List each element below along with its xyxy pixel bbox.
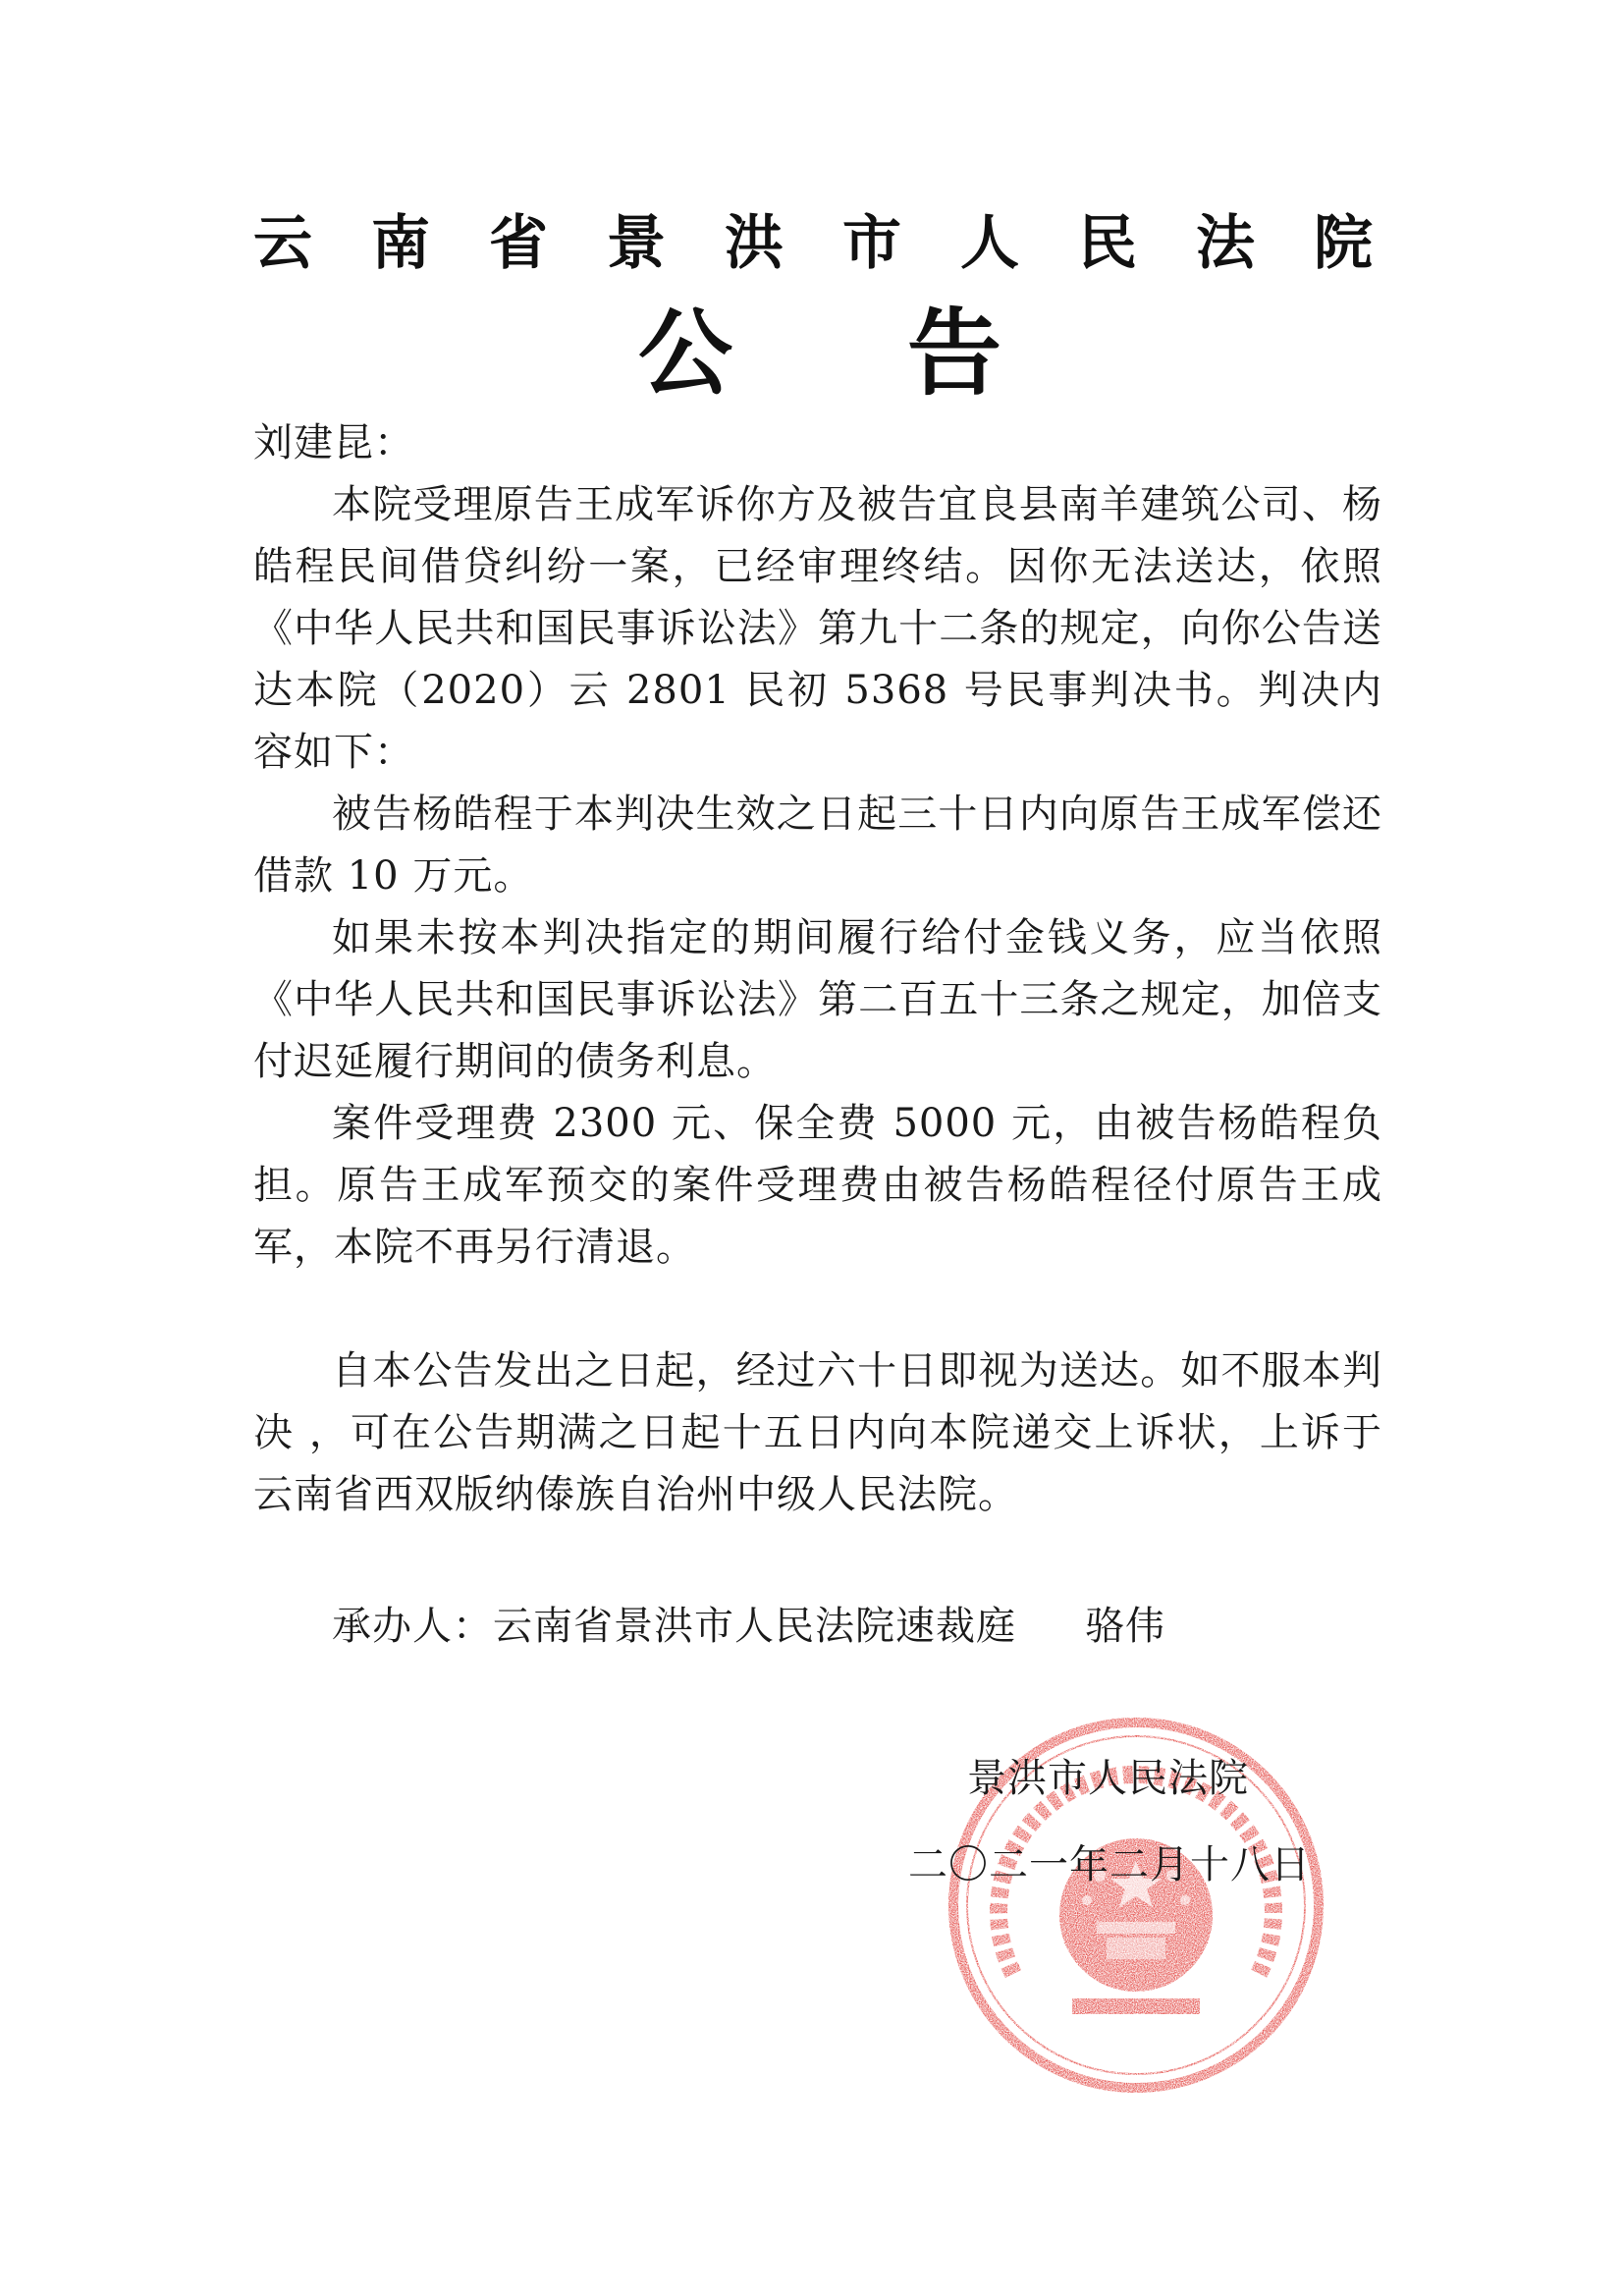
court-name-char: 云 [253, 209, 312, 278]
case-handler-line [332, 1596, 1165, 1658]
notice-paragraph-fees: 案件受理费 2300 元、保全费 5000 元，由被告杨皓程负担。原告王成军预交的案件受理费由被告杨皓程径付原告王成军，本院不再另行清退。 [253, 1101, 1382, 1270]
document-title-char: 告 [907, 299, 1001, 409]
case-handler-label: 承办人：云南省景洪市人民法院速裁庭 [332, 1604, 1016, 1649]
court-name-char: 省 [489, 209, 548, 278]
document-title [638, 300, 1001, 408]
notice-paragraph-acceptance: 本院受理原告王成军诉你方及被告宜良县南羊建筑公司、杨皓程民间借贷纠纷一案，已经审理终结。因你无法送达，依照《中华人民共和国民事诉讼法》第九十二条的规定，向你公告送达本院（2020）云 2801 民初 5368 号民事判决书。判决内容如下： [253, 482, 1382, 775]
case-handler-name: 骆伟 [1085, 1604, 1165, 1649]
signing-date: 二〇二一年二月十八日 [908, 1842, 1311, 1887]
document-title-char: 公 [638, 299, 732, 409]
notice-body [253, 412, 1382, 1526]
court-name-char: 法 [1196, 209, 1255, 278]
court-name-char: 洪 [725, 209, 784, 278]
court-name-char: 市 [842, 209, 901, 278]
signing-court: 景洪市人民法院 [967, 1756, 1249, 1801]
addressee: 刘建昆： [253, 420, 414, 465]
court-name-char: 南 [371, 209, 430, 278]
notice-paragraph-judgment: 被告杨皓程于本判决生效之日起三十日内向原告王成军偿还借款 10 万元。 [253, 792, 1382, 899]
notice-paragraph-interest: 如果未按本判决指定的期间履行给付金钱义务，应当依照《中华人民共和国民事诉讼法》第二百五十三条之规定，加倍支付迟延履行期间的债务利息。 [253, 915, 1382, 1084]
court-name-char: 人 [960, 209, 1019, 278]
court-name-char: 院 [1314, 209, 1373, 278]
court-name-char: 民 [1078, 209, 1137, 278]
notice-paragraph-appeal: 自本公告发出之日起，经过六十日即视为送达。如不服本判决 ，可在公告期满之日起十五日内向本院递交上诉状，上诉于云南省西双版纳傣族自治州中级人民法院。 [253, 1348, 1382, 1517]
court-name-char: 景 [607, 209, 666, 278]
court-name-heading [253, 204, 1373, 283]
